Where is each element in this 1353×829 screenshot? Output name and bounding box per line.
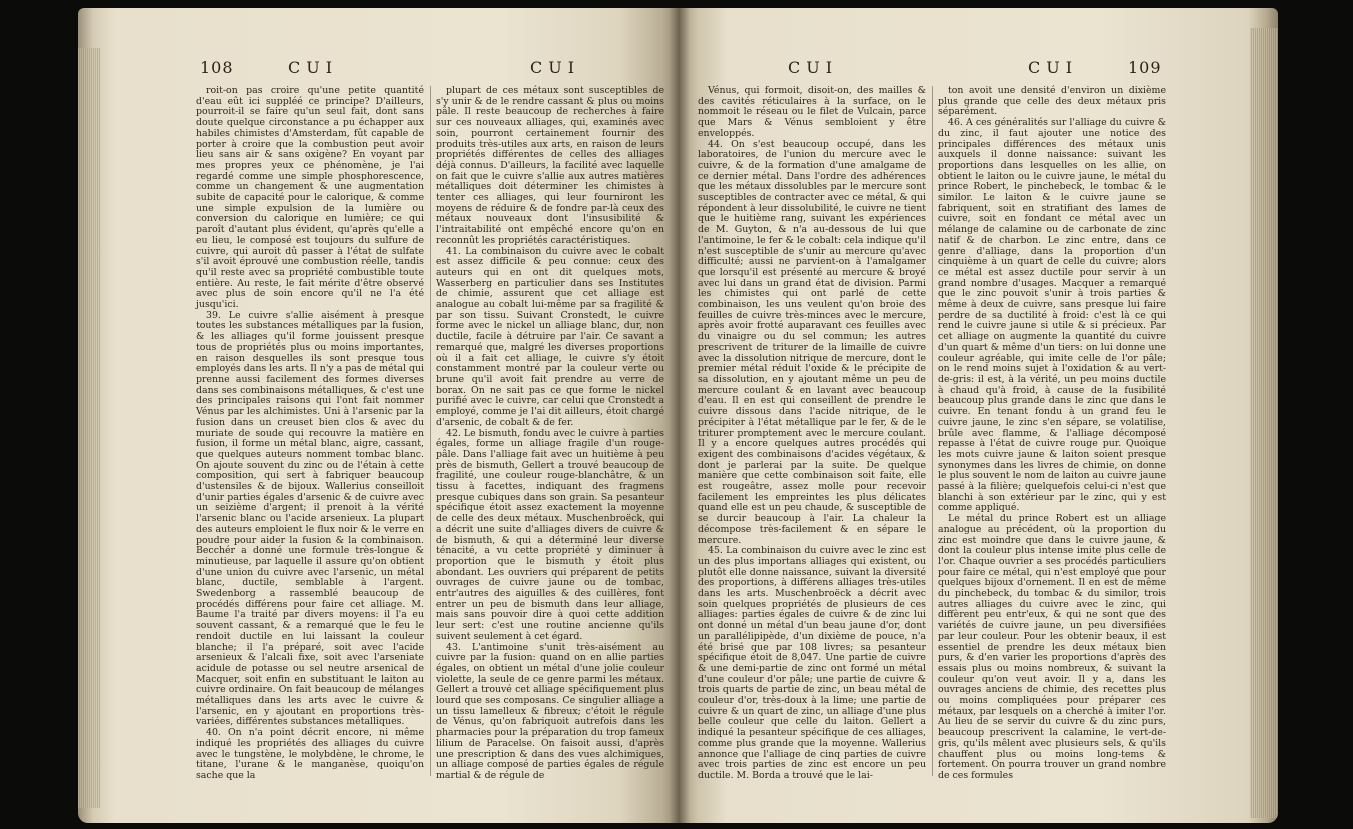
right-column-2 xyxy=(938,86,1166,782)
left-column-2 xyxy=(436,86,664,782)
paragraph: roit-on pas croire qu'une petite quantité d'eau eût ici suppléé ce principe? D'ailleurs, pourroit-il se faire qu'un seul fait, dont sans doute quelque circonstance a pu échapper aux habiles chimistes d'Amsterdam, fût capable de porter à croire que la combustion peut avoir lieu sans air & sans oxigène? En voyant par mes propres yeux ce phénomène, je l'ai regardé comme une simple phosphorescence, comme un changement & une augmentation subite de capacité pour le calorique, & comme une simple expulsion de la lumière ou conversion du calorique en lumière; ce qui paroît d'autant plus évident, qu'après qu'elle a eu lieu, le composé est toujours du sulfure de cuivre, qui auroit dû passer à l'état de sulfate s'il avoit éprouvé une combustion réelle, tandis qu'il reste avec sa propriété combustible toute entière. Au reste, le fait mérite d'être observé avec plus de soin encore qu'il ne l'a été jusqu'ici. xyxy=(196,85,424,311)
paragraph: Le métal du prince Robert est un alliage analogue au précédent, où la proportion du zinc est moindre que dans le cuivre jaune, & dont la couleur plus intense imite plus celle de l'or. Chaque ouvrier a ses procédés particuliers pour faire ce métal, qui n'est employé que pour quelques bijoux d'ornement. Il en est de même du pinchebeck, du tombac & du similor, trois autres alliages du cuivre avec le zinc, qui diffèrent peu entr'eux, & qui ne sont que des variétés de cuivre jaune, un peu diversifiées par leur couleur. Pour les obtenir beaux, il est essentiel de prendre les deux métaux bien purs, & d'en varier les proportions d'après des essais plus ou moins nombreux, & suivant la couleur qu'on veut avoir. Il y a, dans les ouvrages anciens de chimie, des recettes plus ou moins compliquées pour préparer ces métaux, par lesquels on a cherché à imiter l'or. Au lieu de se servir du cuivre & du zinc purs, beaucoup prescrivent la calamine, le vert-de-gris, qu'ils mêlent avec plusieurs sels, & qu'ils chauffent plus ou moins long-tems & fortement. On pourra trouver un grand nombre de ces formules xyxy=(938,513,1166,781)
left-head-word-1: CUI xyxy=(288,58,339,77)
column-rule xyxy=(430,86,431,776)
right-head-word-1: CUI xyxy=(788,58,839,77)
right-page xyxy=(680,8,1278,823)
paragraph: 44. On s'est beaucoup occupé, dans les laboratoires, de l'union du mercure avec le cuivre, & de la formation d'une amalgame de ce dernier métal. Dans l'ordre des adhérences que les métaux dissolubles par le mercure sont susceptibles de contracter avec ce métal, & qui répondent à leur dissolubilité, le cuivre ne tient que le huitième rang, suivant les expériences de M. Guyton, & n'a au-dessous de lui que l'antimoine, le fer & le cobalt: cela indique qu'il n'est susceptible de s'unir au mercure qu'avec difficulté; aussi ne parvient-on à l'amalgamer que lorsqu'il est présenté au mercure & broyé avec lui dans un grand état de division. Parmi les chimistes qui ont parlé de cette combinaison, les uns veulent qu'on broie des feuilles de cuivre très-minces avec le mercure, après avoir frotté auparavant ces feuilles avec du vinaigre ou du sel commun; les autres prescrivent de triturer de la limaille de cuivre avec la dissolution nitrique de mercure, dont le premier métal réduit l'oxide & le précipite de sa dissolution, en y ajoutant même un peu de mercure coulant & en lavant avec beaucoup d'eau. Il en est qui conseillent de prendre le cuivre dissous dans l'acide nitrique, de le précipiter à l'état métallique par le fer, & de le triturer promptement avec le mercure coulant. Il y a encore quelques autres procédés qui exigent des combinaisons d'acides végétaux, & dont je parlerai par la suite. De quelque manière que cette combinaison soit faite, elle est rougeâtre, assez molle pour recevoir facilement les empreintes les plus délicates quand elle est un peu chaude, & susceptible de se durcir beaucoup à l'air. La chaleur la décompose très-facilement & en sépare le mercure. xyxy=(698,138,926,546)
left-page-edges xyxy=(78,48,100,808)
paragraph: 46. A ces généralités sur l'alliage du cuivre & du zinc, il faut ajouter une notice des principales différences des métaux unis auxquels il donne naissance: suivant les proportions dans lesquelles on les allie, on obtient le laiton ou le cuivre jaune, le métal du prince Robert, le pinchebeck, le tombac & le similor. Le laiton & le cuivre jaune se fabriquent, soit en stratifiant des lames de cuivre, soit en fondant ce métal avec un mélange de calamine ou de carbonate de zinc natif & de charbon. Le zinc entre, dans ce genre d'alliage, dans la proportion d'un cinquième à un quart de celle du cuivre; alors ce métal est assez ductile pour servir à un grand nombre d'usages. Macquer a remarqué que le zinc pouvoit s'unir à trois parties & même à deux de cuivre, sans presque lui faire perdre de sa ductilité à froid: c'est là ce qui rend le cuivre jaune si utile & si précieux. Par cet alliage on augmente la quantité du cuivre d'un quart & même d'un tiers: on lui donne une couleur agréable, qui imite celle de l'or pâle; on le rend moins sujet à l'oxidation & au vert-de-gris: il est, à la vérité, un peu moins ductile à chaud qu'à froid, à cause de la fusibilité beaucoup plus grande dans le zinc que dans le cuivre. En tenant fondu à un grand feu le cuivre jaune, le zinc s'en sépare, se volatilise, brûle avec flamme, & l'alliage décomposé repasse à l'état de cuivre rouge pur. Quoique les mots cuivre jaune & laiton soient presque synonymes dans les livres de chimie, on donne le plus souvent le nom de laiton au cuivre jaune passé à la filière; quelquefois celui-ci n'est que blanchi à son extérieur par le zinc, qui y est comme appliqué. xyxy=(938,117,1166,514)
right-page-edges xyxy=(1250,28,1278,818)
paragraph: plupart de ces métaux sont susceptibles de s'y unir & de le rendre cassant & plus ou moins pâle. Il reste beaucoup de recherches à faire sur ces nouveaux alliages, qui, examinés avec soin, pourront certainement fournir des produits très-utiles aux arts, en raison de leurs propriétés différentes de celles des alliages déjà connus. D'ailleurs, la facilité avec laquelle on fait que le cuivre s'allie aux autres matières métalliques doit déterminer les chimistes à tenter ces alliages, qui leur fourniront les moyens de réduire & de fondre par-là ceux des métaux nouveaux dont l'insusibilité & l'intraitabilité ont empêché encore qu'on en reconnût les propriétés caractéristiques. xyxy=(436,85,664,246)
paragraph: Vénus, qui formoit, disoit-on, des mailles & des cavités réticulaires à la surface, on le nommoit le réseau ou le filet de Vulcain, parce que Mars & Vénus sembloient y être enveloppés. xyxy=(698,85,926,139)
left-page xyxy=(78,8,680,823)
right-column-1 xyxy=(698,86,926,782)
paragraph: 40. On n'a point décrit encore, ni même indiqué les propriétés des alliages du cuivre avec le tungstène, le molybdène, le chrome, le titane, l'urane & le manganèse, quoiqu'on sache que la xyxy=(196,727,424,781)
paragraph: 39. Le cuivre s'allie aisément à presque toutes les substances métalliques par la fusion, & les alliages qu'il forme jouissent presque tous de propriétés plus ou moins importantes, en raison desquelles ils sont presque tous employés dans les arts. Il n'y a pas de métal qui prenne aussi facilement des formes diverses dans ses combinaisons métalliques, & c'est une des principales raisons qui l'ont fait nommer Vénus par les alchimistes. Uni à l'arsenic par la fusion dans un creuset bien clos & avec du muriate de soude qui recouvre la matière en fusion, il forme un métal blanc, aigre, cassant, que quelques auteurs nomment tombac blanc. On ajoute souvent du zinc ou de l'étain à cette composition, qui sert à fabriquer beaucoup d'ustensiles & de bijoux. Wallerius conseilloit d'unir parties égales d'arsenic & de cuivre avec un seizième d'argent; il prenoit à la vérité l'arsenic blanc ou l'acide arsenieux. La plupart des auteurs emploient le flux noir & le verre en poudre pour aider la fusion & la combinaison. Becchér a donné une formule très-longue & minutieuse, par laquelle il assure qu'on obtient d'une union du cuivre avec l'arsenic, un métal blanc, ductile, semblable à l'argent. Swedenborg a rassemblé beaucoup de procédés différens pour faire cet alliage. M. Baume l'a traité par divers moyens: il l'a eu souvent cassant, & a remarqué que le feu le rendoit ductile en lui laissant la couleur blanche; il l'a préparé, soit avec l'acide arsenieux & l'alcali fixe, soit avec l'arseniate acidule de potasse ou sel neutre arsenical de Macquer, soit enfin en substituant le laiton au cuivre ordinaire. On fait beaucoup de mélanges métalliques dans les arts avec le cuivre & l'arsenic, en y ajoutant en proportions très-variées, différentes substances métalliques. xyxy=(196,309,424,728)
right-head-word-2: CUI xyxy=(1028,58,1079,77)
book-gutter xyxy=(670,8,690,823)
left-page-number: 108 xyxy=(200,58,234,77)
right-page-number: 109 xyxy=(1128,58,1162,77)
left-column-1 xyxy=(196,86,424,782)
paragraph: 43. L'antimoine s'unit très-aisément au cuivre par la fusion: quand on en allie parties égales, on obtient un métal d'une jolie couleur violette, la seule de ce genre parmi les métaux. Gellert a trouvé cet alliage spécifiquement plus lourd que ses composans. Ce singulier alliage a un tissu lamelleux & fibreux; c'étoit le régule de Vénus, qu'on fabriquoit autrefois dans les pharmacies pour la préparation du trop fameux lilium de Paracelse. On faisoit aussi, d'après une prescription & dans des vues alchimiques, un alliage composé de parties égales de régule martial & de régule de xyxy=(436,641,664,781)
column-rule xyxy=(932,86,933,776)
paragraph: ton avoit une densité d'environ un dixième plus grande que celle des deux métaux pris séparément. xyxy=(938,85,1166,118)
paragraph: 45. La combinaison du cuivre avec le zinc est un des plus importans alliages qui existent, ou plutôt elle donne naissance, suivant la diversité des proportions, à différens alliages très-utiles dans les arts. Muschenbroëck a décrit avec soin quelques propriétés de plusieurs de ces alliages: parties égales de cuivre & de zinc lui ont donné un métal d'un beau jaune d'or, dont un parallélipipède, d'un dixième de pouce, n'a été brisé que par 108 livres; sa pesanteur spécifique étoit de 8,047. Une partie de cuivre & une demi-partie de zinc ont formé un métal d'une couleur d'or pâle; une partie de cuivre & trois quarts de partie de zinc, un beau métal de couleur d'or, très-doux à la lime; une partie de cuivre & un quart de zinc, un alliage d'une plus belle couleur que celle du laiton. Gellert a indiqué la pesanteur spécifique de ces alliages, comme plus grande que la moyenne. Wallerius annonce que l'alliage de cinq parties de cuivre avec trois parties de zinc est encore un peu ductile. M. Borda a trouvé que le lai- xyxy=(698,545,926,781)
paragraph: 41. La combinaison du cuivre avec le cobalt est assez difficile & peu connue: ceux des auteurs qui en ont dit quelques mots, Wasserberg en particulier dans ses Institutes de chimie, assurent que cet alliage est analogue au cobalt lui-même par sa fragilité & par son tissu. Suivant Cronstedt, le cuivre forme avec le nickel un alliage blanc, dur, non ductile, facile à détruire par l'air. Ce savant a remarqué que, malgré les diverses proportions où il a fait cet alliage, le cuivre s'y étoit constamment montré par la couleur verte ou brune qu'il avoit fait prendre au verre de borax. On ne sait pas ce que forme le nickel purifié avec le cuivre, car celui que Cronstedt a employé, comme je l'ai dit ailleurs, étoit chargé d'arsenic, de cobalt & de fer. xyxy=(436,245,664,428)
paragraph: 42. Le bismuth, fondu avec le cuivre à parties égales, forme un alliage fragile d'un rouge-pâle. Dans l'alliage fait avec un huitième à peu près de bismuth, Gellert a trouvé beaucoup de fragilité, une couleur rouge-blanchâtre, & un tissu à facettes, indiquant des fragmens presque cubiques dans son grain. Sa pesanteur spécifique étoit assez exactement la moyenne de celle des deux métaux. Muschenbroëck, qui a décrit une suite d'alliages divers de cuivre & de bismuth, & qui a déterminé leur diverse ténacité, a vu cette propriété y diminuer à proportion que le bismuth y étoit plus abondant. Les ouvriers qui préparent de petits ouvrages de cuivre jaune ou de tombac, entr'autres des aiguilles & des cuillères, font entrer un peu de bismuth dans leur alliage, mais sans pouvoir dire à quoi cette addition leur sert: c'est une routine ancienne qu'ils suivent seulement à cet égard. xyxy=(436,427,664,642)
open-book xyxy=(78,8,1278,823)
left-head-word-2: CUI xyxy=(530,58,581,77)
